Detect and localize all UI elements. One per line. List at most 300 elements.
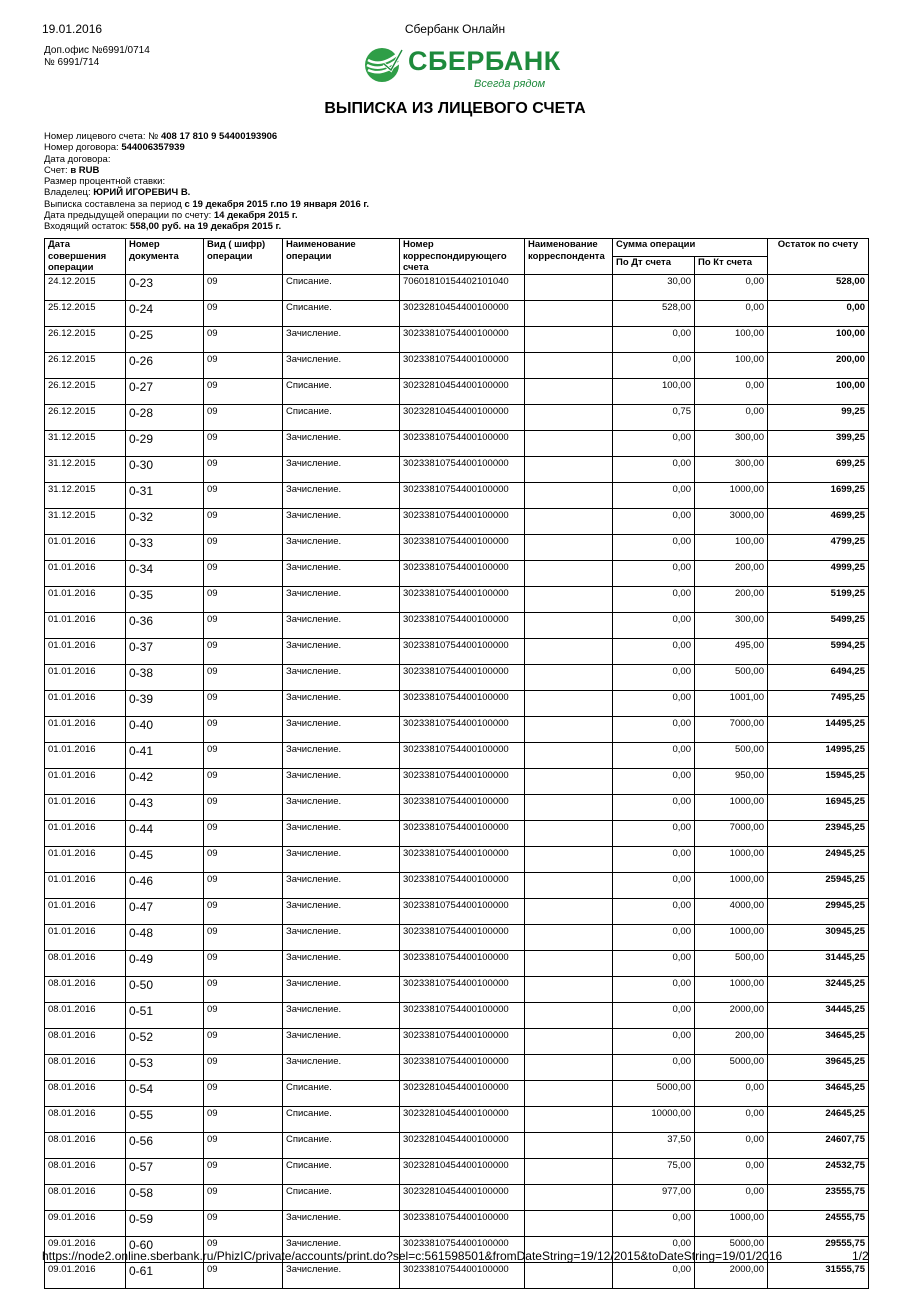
- cell-op-name: Зачисление.: [283, 898, 400, 924]
- cell-corr-account: 30232810454400100000: [400, 1132, 525, 1158]
- cell-doc-number: 0-48: [126, 924, 204, 950]
- cell-corr-name: [525, 534, 613, 560]
- cell-debit: 0,00: [613, 1054, 695, 1080]
- cell-credit: 200,00: [695, 560, 768, 586]
- cell-corr-name: [525, 1054, 613, 1080]
- cell-corr-name: [525, 1132, 613, 1158]
- cell-op-type: 09: [204, 612, 283, 638]
- cell-corr-account: 70601810154402101040: [400, 274, 525, 300]
- cell-corr-name: [525, 924, 613, 950]
- cell-op-name: Списание.: [283, 300, 400, 326]
- cell-corr-account: 30232810454400100000: [400, 378, 525, 404]
- cell-op-type: 09: [204, 664, 283, 690]
- col-header-sum: Сумма операции: [613, 239, 768, 257]
- cell-balance: 24945,25: [768, 846, 869, 872]
- cell-doc-number: 0-25: [126, 326, 204, 352]
- cell-balance: 100,00: [768, 326, 869, 352]
- cell-corr-account: 30233810754400100000: [400, 1262, 525, 1288]
- cell-debit: 0,00: [613, 352, 695, 378]
- cell-doc-number: 0-33: [126, 534, 204, 560]
- cell-corr-name: [525, 690, 613, 716]
- prev-operation-date: 14 декабря 2015 г.: [213, 210, 298, 222]
- cell-debit: 0,00: [613, 560, 695, 586]
- cell-corr-account: 30233810754400100000: [400, 1028, 525, 1054]
- cell-corr-name: [525, 456, 613, 482]
- footer-url: https://node2.online.sberbank.ru/PhizIC/private/accounts/print.do?sel=c:561598501&fromDateString=19/12/2015&toDateString=19/01/2016: [42, 1249, 783, 1263]
- cell-corr-account: 30233810754400100000: [400, 742, 525, 768]
- cell-op-type: 09: [204, 716, 283, 742]
- cell-balance: 5199,25: [768, 586, 869, 612]
- account-number-row: Номер лицевого счета: № 408 17 810 9 54400193906: [44, 131, 278, 142]
- table-row: [45, 300, 869, 326]
- cell-corr-account: 30233810754400100000: [400, 690, 525, 716]
- cell-debit: 0,00: [613, 716, 695, 742]
- cell-op-name: Зачисление.: [283, 950, 400, 976]
- cell-date: 24.12.2015: [45, 274, 126, 300]
- cell-op-type: 09: [204, 560, 283, 586]
- cell-op-name: Зачисление.: [283, 1054, 400, 1080]
- cell-date: 01.01.2016: [45, 924, 126, 950]
- cell-op-type: 09: [204, 586, 283, 612]
- cell-op-name: Зачисление.: [283, 482, 400, 508]
- cell-corr-name: [525, 586, 613, 612]
- cell-debit: 0,00: [613, 326, 695, 352]
- cell-corr-account: 30233810754400100000: [400, 872, 525, 898]
- cell-doc-number: 0-35: [126, 586, 204, 612]
- cell-credit: 100,00: [695, 534, 768, 560]
- cell-credit: 2000,00: [695, 1262, 768, 1288]
- table-row: [45, 1132, 869, 1158]
- cell-balance: 34445,25: [768, 1002, 869, 1028]
- cell-corr-account: 30233810754400100000: [400, 950, 525, 976]
- cell-credit: 500,00: [695, 742, 768, 768]
- cell-op-name: Зачисление.: [283, 664, 400, 690]
- cell-debit: 977,00: [613, 1184, 695, 1210]
- cell-debit: 75,00: [613, 1158, 695, 1184]
- cell-corr-account: 30233810754400100000: [400, 1054, 525, 1080]
- cell-date: 01.01.2016: [45, 794, 126, 820]
- cell-credit: 0,00: [695, 1158, 768, 1184]
- table-row: [45, 404, 869, 430]
- cell-op-type: 09: [204, 300, 283, 326]
- cell-op-name: Зачисление.: [283, 768, 400, 794]
- cell-op-name: Списание.: [283, 1132, 400, 1158]
- cell-balance: 5994,25: [768, 638, 869, 664]
- table-row: [45, 1080, 869, 1106]
- cell-credit: 300,00: [695, 612, 768, 638]
- cell-date: 01.01.2016: [45, 898, 126, 924]
- cell-balance: 7495,25: [768, 690, 869, 716]
- cell-balance: 32445,25: [768, 976, 869, 1002]
- cell-date: 01.01.2016: [45, 716, 126, 742]
- cell-date: 01.01.2016: [45, 586, 126, 612]
- cell-op-type: 09: [204, 872, 283, 898]
- cell-op-type: 09: [204, 898, 283, 924]
- cell-corr-account: 30233810754400100000: [400, 508, 525, 534]
- cell-op-name: Зачисление.: [283, 508, 400, 534]
- cell-doc-number: 0-29: [126, 430, 204, 456]
- cell-corr-account: 30233810754400100000: [400, 326, 525, 352]
- cell-credit: 1000,00: [695, 924, 768, 950]
- cell-date: 31.12.2015: [45, 508, 126, 534]
- document-title: ВЫПИСКА ИЗ ЛИЦЕВОГО СЧЕТА: [324, 100, 586, 117]
- cell-corr-name: [525, 1210, 613, 1236]
- cell-corr-name: [525, 794, 613, 820]
- cell-date: 09.01.2016: [45, 1236, 126, 1262]
- cell-corr-account: 30232810454400100000: [400, 404, 525, 430]
- cell-date: 26.12.2015: [45, 352, 126, 378]
- cell-balance: 4699,25: [768, 508, 869, 534]
- cell-balance: 1699,25: [768, 482, 869, 508]
- cell-date: 08.01.2016: [45, 1028, 126, 1054]
- cell-op-type: 09: [204, 404, 283, 430]
- cell-corr-account: 30233810754400100000: [400, 794, 525, 820]
- cell-balance: 100,00: [768, 378, 869, 404]
- cell-corr-name: [525, 950, 613, 976]
- cell-date: 08.01.2016: [45, 1184, 126, 1210]
- col-header-date: Дата совершения операции: [45, 239, 126, 275]
- cell-op-type: 09: [204, 690, 283, 716]
- cell-doc-number: 0-30: [126, 456, 204, 482]
- cell-corr-name: [525, 326, 613, 352]
- cell-credit: 5000,00: [695, 1054, 768, 1080]
- cell-debit: 0,00: [613, 1002, 695, 1028]
- cell-op-type: 09: [204, 378, 283, 404]
- cell-debit: 0,00: [613, 508, 695, 534]
- cell-debit: 0,75: [613, 404, 695, 430]
- cell-op-name: Зачисление.: [283, 846, 400, 872]
- table-row: [45, 742, 869, 768]
- cell-op-type: 09: [204, 352, 283, 378]
- table-row: [45, 430, 869, 456]
- table-row: [45, 560, 869, 586]
- cell-op-name: Зачисление.: [283, 352, 400, 378]
- cell-corr-name: [525, 716, 613, 742]
- cell-balance: 14495,25: [768, 716, 869, 742]
- table-row: [45, 326, 869, 352]
- cell-credit: 2000,00: [695, 1002, 768, 1028]
- cell-date: 08.01.2016: [45, 950, 126, 976]
- cell-corr-name: [525, 872, 613, 898]
- cell-corr-name: [525, 820, 613, 846]
- cell-doc-number: 0-24: [126, 300, 204, 326]
- table-row: [45, 950, 869, 976]
- footer-page-number: 1/2: [852, 1249, 869, 1263]
- office-info: [44, 45, 150, 69]
- cell-corr-account: 30233810754400100000: [400, 1210, 525, 1236]
- table-row: [45, 768, 869, 794]
- col-header-corr-name: Наименование корреспондента: [525, 239, 613, 275]
- cell-doc-number: 0-51: [126, 1002, 204, 1028]
- cell-debit: 0,00: [613, 768, 695, 794]
- table-row: [45, 274, 869, 300]
- period-row: Выписка составлена за период с 19 декабря 2015 г.по 19 января 2016 г.: [44, 198, 370, 210]
- cell-doc-number: 0-54: [126, 1080, 204, 1106]
- cell-doc-number: 0-38: [126, 664, 204, 690]
- cell-credit: 0,00: [695, 1184, 768, 1210]
- cell-credit: 0,00: [695, 404, 768, 430]
- period-value: с 19 декабря 2015 г.по 19 января 2016 г.: [184, 198, 370, 210]
- cell-balance: 30945,25: [768, 924, 869, 950]
- cell-credit: 300,00: [695, 430, 768, 456]
- cell-doc-number: 0-55: [126, 1106, 204, 1132]
- owner-row: Владелец: ЮРИЙ ИГОРЕВИЧ В.: [44, 187, 191, 199]
- cell-balance: 200,00: [768, 352, 869, 378]
- cell-credit: 1001,00: [695, 690, 768, 716]
- cell-date: 26.12.2015: [45, 404, 126, 430]
- cell-doc-number: 0-34: [126, 560, 204, 586]
- cell-credit: 500,00: [695, 950, 768, 976]
- cell-balance: 31555,75: [768, 1262, 869, 1288]
- table-row: [45, 1028, 869, 1054]
- cell-corr-name: [525, 664, 613, 690]
- cell-corr-name: [525, 300, 613, 326]
- cell-credit: 0,00: [695, 274, 768, 300]
- cell-balance: 4999,25: [768, 560, 869, 586]
- cell-credit: 7000,00: [695, 716, 768, 742]
- statement-rows: [45, 274, 869, 1288]
- cell-balance: 34645,25: [768, 1080, 869, 1106]
- cell-credit: 1000,00: [695, 794, 768, 820]
- opening-balance-row: Входящий остаток: 558,00 руб. на 19 декабря 2015 г.: [44, 221, 282, 233]
- cell-doc-number: 0-56: [126, 1132, 204, 1158]
- cell-corr-account: 30233810754400100000: [400, 1002, 525, 1028]
- cell-op-name: Зачисление.: [283, 1210, 400, 1236]
- cell-date: 31.12.2015: [45, 482, 126, 508]
- cell-corr-account: 30233810754400100000: [400, 976, 525, 1002]
- cell-corr-account: 30233810754400100000: [400, 586, 525, 612]
- cell-op-type: 09: [204, 1106, 283, 1132]
- cell-date: 08.01.2016: [45, 1002, 126, 1028]
- cell-doc-number: 0-57: [126, 1158, 204, 1184]
- cell-debit: 0,00: [613, 1262, 695, 1288]
- table-row: [45, 1054, 869, 1080]
- cell-debit: 30,00: [613, 274, 695, 300]
- cell-balance: 6494,25: [768, 664, 869, 690]
- table-row: [45, 586, 869, 612]
- cell-corr-name: [525, 612, 613, 638]
- table-row: [45, 638, 869, 664]
- table-row: [45, 716, 869, 742]
- cell-debit: 0,00: [613, 1028, 695, 1054]
- currency: в RUB: [70, 164, 100, 176]
- table-row: [45, 1184, 869, 1210]
- cell-credit: 200,00: [695, 586, 768, 612]
- cell-corr-name: [525, 976, 613, 1002]
- cell-date: 08.01.2016: [45, 1106, 126, 1132]
- cell-op-type: 09: [204, 274, 283, 300]
- print-title: Сбербанк Онлайн: [404, 22, 506, 36]
- cell-op-name: Списание.: [283, 1184, 400, 1210]
- cell-balance: 34645,25: [768, 1028, 869, 1054]
- table-row: [45, 482, 869, 508]
- cell-balance: 5499,25: [768, 612, 869, 638]
- cell-date: 08.01.2016: [45, 1132, 126, 1158]
- cell-balance: 31445,25: [768, 950, 869, 976]
- cell-corr-name: [525, 1158, 613, 1184]
- cell-corr-account: 30232810454400100000: [400, 1184, 525, 1210]
- cell-corr-account: 30233810754400100000: [400, 352, 525, 378]
- cell-credit: 1000,00: [695, 872, 768, 898]
- logo-name: СБЕРБАНК: [408, 46, 561, 76]
- cell-doc-number: 0-27: [126, 378, 204, 404]
- cell-op-type: 09: [204, 1132, 283, 1158]
- cell-op-type: 09: [204, 976, 283, 1002]
- cell-debit: 10000,00: [613, 1106, 695, 1132]
- cell-debit: 0,00: [613, 586, 695, 612]
- cell-credit: 4000,00: [695, 898, 768, 924]
- logo-tagline: Всегда рядом: [474, 78, 546, 90]
- cell-corr-account: 30232810454400100000: [400, 1106, 525, 1132]
- cell-corr-account: 30233810754400100000: [400, 846, 525, 872]
- cell-doc-number: 0-40: [126, 716, 204, 742]
- sberbank-logo-icon: [362, 44, 404, 84]
- cell-date: 01.01.2016: [45, 638, 126, 664]
- contract-number: 544006357939: [121, 142, 185, 154]
- cell-doc-number: 0-59: [126, 1210, 204, 1236]
- cell-doc-number: 0-47: [126, 898, 204, 924]
- cell-doc-number: 0-53: [126, 1054, 204, 1080]
- cell-debit: 0,00: [613, 976, 695, 1002]
- cell-corr-name: [525, 1002, 613, 1028]
- cell-op-type: 09: [204, 1184, 283, 1210]
- cell-corr-account: 30233810754400100000: [400, 638, 525, 664]
- rate-row: Размер процентной ставки:: [44, 176, 166, 188]
- cell-corr-account: 30233810754400100000: [400, 924, 525, 950]
- cell-date: 01.01.2016: [45, 768, 126, 794]
- cell-op-type: 09: [204, 456, 283, 482]
- table-row: [45, 898, 869, 924]
- table-row: [45, 1210, 869, 1236]
- cell-balance: 24645,25: [768, 1106, 869, 1132]
- cell-op-type: 09: [204, 326, 283, 352]
- cell-op-name: Зачисление.: [283, 326, 400, 352]
- cell-balance: 15945,25: [768, 768, 869, 794]
- cell-corr-name: [525, 768, 613, 794]
- cell-op-name: Зачисление.: [283, 1236, 400, 1262]
- cell-op-name: Зачисление.: [283, 638, 400, 664]
- table-row: [45, 508, 869, 534]
- cell-doc-number: 0-46: [126, 872, 204, 898]
- cell-credit: 300,00: [695, 456, 768, 482]
- cell-doc-number: 0-28: [126, 404, 204, 430]
- cell-op-name: Зачисление.: [283, 742, 400, 768]
- cell-op-name: Списание.: [283, 1158, 400, 1184]
- cell-credit: 0,00: [695, 1106, 768, 1132]
- cell-op-type: 09: [204, 1002, 283, 1028]
- cell-debit: 0,00: [613, 664, 695, 690]
- cell-doc-number: 0-50: [126, 976, 204, 1002]
- cell-corr-name: [525, 404, 613, 430]
- cell-corr-account: 30233810754400100000: [400, 768, 525, 794]
- cell-op-type: 09: [204, 1054, 283, 1080]
- table-row: [45, 1002, 869, 1028]
- cell-corr-name: [525, 1080, 613, 1106]
- cell-op-name: Зачисление.: [283, 534, 400, 560]
- cell-op-name: Списание.: [283, 378, 400, 404]
- table-row: [45, 924, 869, 950]
- cell-credit: 1000,00: [695, 1210, 768, 1236]
- cell-date: 01.01.2016: [45, 846, 126, 872]
- cell-balance: 16945,25: [768, 794, 869, 820]
- cell-corr-account: 30232810454400100000: [400, 1158, 525, 1184]
- cell-balance: 14995,25: [768, 742, 869, 768]
- cell-date: 01.01.2016: [45, 690, 126, 716]
- cell-op-type: 09: [204, 846, 283, 872]
- cell-date: 26.12.2015: [45, 378, 126, 404]
- cell-op-type: 09: [204, 820, 283, 846]
- cell-op-type: 09: [204, 1262, 283, 1288]
- cell-date: 09.01.2016: [45, 1210, 126, 1236]
- col-header-corr-account: Номер корреспондирующего счета: [400, 239, 525, 275]
- cell-corr-name: [525, 352, 613, 378]
- cell-corr-account: 30232810454400100000: [400, 300, 525, 326]
- cell-debit: 0,00: [613, 846, 695, 872]
- col-header-name: Наименование операции: [283, 239, 400, 275]
- cell-credit: 0,00: [695, 378, 768, 404]
- cell-balance: 24607,75: [768, 1132, 869, 1158]
- cell-debit: 0,00: [613, 924, 695, 950]
- col-header-doc: Номер документа: [126, 239, 204, 275]
- cell-doc-number: 0-61: [126, 1262, 204, 1288]
- cell-corr-name: [525, 508, 613, 534]
- cell-date: 31.12.2015: [45, 430, 126, 456]
- cell-op-type: 09: [204, 638, 283, 664]
- cell-debit: 0,00: [613, 612, 695, 638]
- cell-credit: 0,00: [695, 1132, 768, 1158]
- account-info: [44, 131, 369, 233]
- cell-credit: 1000,00: [695, 976, 768, 1002]
- cell-corr-account: 30233810754400100000: [400, 456, 525, 482]
- cell-corr-name: [525, 1106, 613, 1132]
- cell-op-name: Зачисление.: [283, 430, 400, 456]
- office-line-2: № 6991/714: [44, 57, 100, 68]
- table-row: [45, 664, 869, 690]
- table-row: [45, 612, 869, 638]
- cell-corr-name: [525, 1184, 613, 1210]
- cell-balance: 528,00: [768, 274, 869, 300]
- cell-doc-number: 0-41: [126, 742, 204, 768]
- table-row: [45, 820, 869, 846]
- cell-doc-number: 0-39: [126, 690, 204, 716]
- cell-date: 01.01.2016: [45, 820, 126, 846]
- cell-balance: 23555,75: [768, 1184, 869, 1210]
- cell-op-name: Зачисление.: [283, 1028, 400, 1054]
- col-header-debit: По Дт счета: [613, 256, 695, 274]
- cell-credit: 0,00: [695, 300, 768, 326]
- cell-credit: 1000,00: [695, 846, 768, 872]
- cell-op-type: 09: [204, 1028, 283, 1054]
- cell-doc-number: 0-60: [126, 1236, 204, 1262]
- cell-op-type: 09: [204, 768, 283, 794]
- cell-date: 08.01.2016: [45, 1158, 126, 1184]
- cell-debit: 37,50: [613, 1132, 695, 1158]
- cell-corr-account: 30233810754400100000: [400, 482, 525, 508]
- cell-debit: 0,00: [613, 690, 695, 716]
- col-header-type: Вид ( шифр) операции: [204, 239, 283, 275]
- table-row: [45, 976, 869, 1002]
- cell-doc-number: 0-31: [126, 482, 204, 508]
- cell-op-name: Зачисление.: [283, 794, 400, 820]
- cell-corr-name: [525, 274, 613, 300]
- cell-debit: 0,00: [613, 534, 695, 560]
- cell-date: 01.01.2016: [45, 534, 126, 560]
- cell-doc-number: 0-42: [126, 768, 204, 794]
- cell-corr-name: [525, 898, 613, 924]
- cell-credit: 950,00: [695, 768, 768, 794]
- cell-debit: 0,00: [613, 1236, 695, 1262]
- cell-date: 26.12.2015: [45, 326, 126, 352]
